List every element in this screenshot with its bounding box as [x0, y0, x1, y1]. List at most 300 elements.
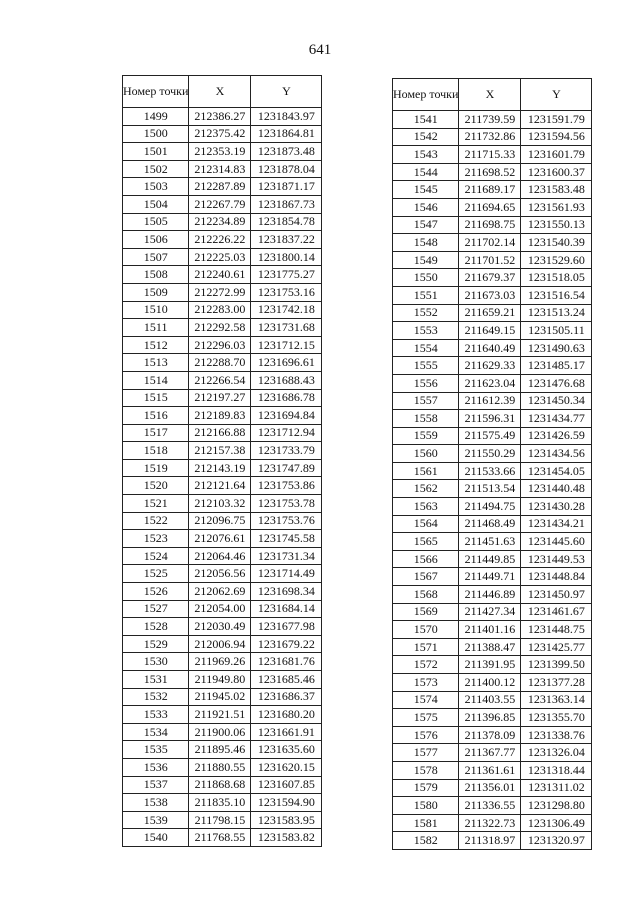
cell-x: 211880.55 — [189, 758, 251, 776]
cell-point-number: 1549 — [393, 251, 459, 269]
cell-point-number: 1500 — [123, 125, 189, 143]
table-row — [393, 832, 592, 850]
table-row — [123, 248, 322, 266]
table-row — [123, 178, 322, 196]
table-row — [123, 231, 322, 249]
table-row — [123, 811, 322, 829]
cell-x: 212054.00 — [189, 600, 251, 618]
cell-point-number: 1565 — [393, 533, 459, 551]
cell-x: 211401.16 — [459, 621, 521, 639]
cell-x: 212240.61 — [189, 266, 251, 284]
cell-x: 211388.47 — [459, 638, 521, 656]
cell-y: 1231318.44 — [521, 761, 592, 779]
cell-x: 211533.66 — [459, 462, 521, 480]
cell-x: 211835.10 — [189, 794, 251, 812]
cell-point-number: 1541 — [393, 111, 459, 129]
table-row — [123, 143, 322, 161]
cell-point-number: 1543 — [393, 146, 459, 164]
cell-y: 1231461.67 — [521, 603, 592, 621]
cell-y: 1231873.48 — [251, 143, 322, 161]
cell-x: 211659.21 — [459, 304, 521, 322]
cell-x: 211550.29 — [459, 445, 521, 463]
table-row — [123, 547, 322, 565]
cell-y: 1231518.05 — [521, 269, 592, 287]
table-header-row — [393, 79, 592, 111]
cell-point-number: 1510 — [123, 301, 189, 319]
cell-x: 212121.64 — [189, 477, 251, 495]
cell-y: 1231753.76 — [251, 512, 322, 530]
cell-point-number: 1572 — [393, 656, 459, 674]
cell-point-number: 1576 — [393, 726, 459, 744]
cell-y: 1231434.21 — [521, 515, 592, 533]
table-row — [123, 565, 322, 583]
table-row — [123, 336, 322, 354]
table-row — [123, 618, 322, 636]
table-row — [393, 462, 592, 480]
cell-point-number: 1571 — [393, 638, 459, 656]
cell-x: 211629.33 — [459, 357, 521, 375]
cell-point-number: 1536 — [123, 758, 189, 776]
cell-point-number: 1516 — [123, 407, 189, 425]
table-row — [123, 266, 322, 284]
cell-y: 1231298.80 — [521, 797, 592, 815]
cell-y: 1231448.75 — [521, 621, 592, 639]
cell-point-number: 1544 — [393, 163, 459, 181]
table-row — [123, 459, 322, 477]
cell-y: 1231686.37 — [251, 688, 322, 706]
cell-x: 211623.04 — [459, 374, 521, 392]
table-row — [123, 389, 322, 407]
cell-x: 211969.26 — [189, 653, 251, 671]
table-row — [393, 797, 592, 815]
cell-point-number: 1539 — [123, 811, 189, 829]
cell-x: 212386.27 — [189, 108, 251, 126]
table-row — [393, 515, 592, 533]
cell-point-number: 1580 — [393, 797, 459, 815]
cell-point-number: 1575 — [393, 709, 459, 727]
cell-point-number: 1533 — [123, 706, 189, 724]
cell-x: 211945.02 — [189, 688, 251, 706]
cell-y: 1231712.15 — [251, 336, 322, 354]
cell-x: 212143.19 — [189, 459, 251, 477]
table-row — [393, 533, 592, 551]
cell-y: 1231753.86 — [251, 477, 322, 495]
cell-y: 1231476.68 — [521, 374, 592, 392]
table-row — [393, 357, 592, 375]
table-row — [123, 583, 322, 601]
cell-y: 1231607.85 — [251, 776, 322, 794]
cell-y: 1231399.50 — [521, 656, 592, 674]
table-row — [393, 779, 592, 797]
cell-point-number: 1503 — [123, 178, 189, 196]
cell-point-number: 1562 — [393, 480, 459, 498]
cell-x: 211396.85 — [459, 709, 521, 727]
cell-x: 212189.83 — [189, 407, 251, 425]
cell-point-number: 1502 — [123, 160, 189, 178]
cell-x: 211391.95 — [459, 656, 521, 674]
cell-y: 1231680.20 — [251, 706, 322, 724]
cell-x: 211494.75 — [459, 498, 521, 516]
table-row — [123, 195, 322, 213]
cell-y: 1231583.95 — [251, 811, 322, 829]
cell-y: 1231686.78 — [251, 389, 322, 407]
table-row — [123, 512, 322, 530]
cell-x: 212296.03 — [189, 336, 251, 354]
cell-x: 212166.88 — [189, 424, 251, 442]
cell-point-number: 1534 — [123, 723, 189, 741]
cell-point-number: 1560 — [393, 445, 459, 463]
cell-x: 212288.70 — [189, 354, 251, 372]
cell-y: 1231747.89 — [251, 459, 322, 477]
cell-x: 211694.65 — [459, 198, 521, 216]
cell-y: 1231505.11 — [521, 322, 592, 340]
cell-y: 1231620.15 — [251, 758, 322, 776]
cell-y: 1231688.43 — [251, 371, 322, 389]
cell-x: 211701.52 — [459, 251, 521, 269]
cell-point-number: 1581 — [393, 814, 459, 832]
cell-x: 212157.38 — [189, 442, 251, 460]
cell-point-number: 1568 — [393, 586, 459, 604]
cell-x: 211715.33 — [459, 146, 521, 164]
cell-point-number: 1578 — [393, 761, 459, 779]
cell-point-number: 1573 — [393, 674, 459, 692]
table-row — [123, 495, 322, 513]
cell-y: 1231601.79 — [521, 146, 592, 164]
cell-point-number: 1540 — [123, 829, 189, 847]
cell-x: 212287.89 — [189, 178, 251, 196]
cell-y: 1231440.48 — [521, 480, 592, 498]
cell-point-number: 1501 — [123, 143, 189, 161]
table-row — [123, 301, 322, 319]
cell-x: 211868.68 — [189, 776, 251, 794]
cell-y: 1231591.79 — [521, 111, 592, 129]
cell-y: 1231426.59 — [521, 427, 592, 445]
cell-y: 1231698.34 — [251, 583, 322, 601]
cell-point-number: 1522 — [123, 512, 189, 530]
cell-point-number: 1545 — [393, 181, 459, 199]
cell-y: 1231583.48 — [521, 181, 592, 199]
cell-point-number: 1517 — [123, 424, 189, 442]
header-y: Y — [521, 79, 592, 111]
cell-y: 1231430.28 — [521, 498, 592, 516]
cell-y: 1231712.94 — [251, 424, 322, 442]
table-row — [393, 674, 592, 692]
cell-point-number: 1531 — [123, 671, 189, 689]
cell-x: 211921.51 — [189, 706, 251, 724]
cell-point-number: 1514 — [123, 371, 189, 389]
cell-y: 1231490.63 — [521, 339, 592, 357]
cell-x: 211356.01 — [459, 779, 521, 797]
cell-point-number: 1563 — [393, 498, 459, 516]
cell-y: 1231306.49 — [521, 814, 592, 832]
cell-y: 1231731.34 — [251, 547, 322, 565]
cell-y: 1231513.24 — [521, 304, 592, 322]
cell-point-number: 1546 — [393, 198, 459, 216]
header-x: X — [459, 79, 521, 111]
cell-point-number: 1582 — [393, 832, 459, 850]
table-row — [393, 550, 592, 568]
table-row — [123, 671, 322, 689]
cell-x: 211322.73 — [459, 814, 521, 832]
table-row — [393, 181, 592, 199]
cell-y: 1231450.97 — [521, 586, 592, 604]
cell-y: 1231753.16 — [251, 283, 322, 301]
cell-x: 211798.15 — [189, 811, 251, 829]
cell-y: 1231635.60 — [251, 741, 322, 759]
cell-point-number: 1556 — [393, 374, 459, 392]
cell-y: 1231843.97 — [251, 108, 322, 126]
cell-y: 1231338.76 — [521, 726, 592, 744]
cell-y: 1231377.28 — [521, 674, 592, 692]
cell-point-number: 1513 — [123, 354, 189, 372]
cell-x: 211702.14 — [459, 234, 521, 252]
cell-y: 1231878.04 — [251, 160, 322, 178]
table-row — [393, 568, 592, 586]
table-row — [393, 163, 592, 181]
cell-x: 212006.94 — [189, 635, 251, 653]
cell-point-number: 1530 — [123, 653, 189, 671]
cell-x: 212226.22 — [189, 231, 251, 249]
cell-y: 1231775.27 — [251, 266, 322, 284]
cell-point-number: 1524 — [123, 547, 189, 565]
header-x: X — [189, 76, 251, 108]
table-row — [123, 758, 322, 776]
coordinates-table-left — [122, 75, 322, 847]
cell-y: 1231714.49 — [251, 565, 322, 583]
header-point-number: Номер точки — [123, 76, 189, 108]
cell-point-number: 1518 — [123, 442, 189, 460]
cell-point-number: 1504 — [123, 195, 189, 213]
cell-x: 211427.34 — [459, 603, 521, 621]
cell-point-number: 1567 — [393, 568, 459, 586]
cell-point-number: 1520 — [123, 477, 189, 495]
table-row — [393, 234, 592, 252]
cell-x: 212314.83 — [189, 160, 251, 178]
cell-x: 212267.79 — [189, 195, 251, 213]
table-row — [393, 761, 592, 779]
cell-x: 211318.97 — [459, 832, 521, 850]
cell-point-number: 1532 — [123, 688, 189, 706]
cell-point-number: 1521 — [123, 495, 189, 513]
table-row — [123, 706, 322, 724]
cell-point-number: 1550 — [393, 269, 459, 287]
cell-y: 1231550.13 — [521, 216, 592, 234]
cell-point-number: 1557 — [393, 392, 459, 410]
cell-point-number: 1577 — [393, 744, 459, 762]
table-row — [393, 339, 592, 357]
cell-point-number: 1506 — [123, 231, 189, 249]
cell-x: 211449.85 — [459, 550, 521, 568]
cell-x: 211336.55 — [459, 797, 521, 815]
cell-x: 212292.58 — [189, 319, 251, 337]
cell-y: 1231540.39 — [521, 234, 592, 252]
table-row — [123, 213, 322, 231]
cell-x: 212266.54 — [189, 371, 251, 389]
table-row — [123, 530, 322, 548]
cell-point-number: 1574 — [393, 691, 459, 709]
cell-x: 211673.03 — [459, 286, 521, 304]
cell-x: 212272.99 — [189, 283, 251, 301]
table-row — [393, 216, 592, 234]
cell-x: 212353.19 — [189, 143, 251, 161]
table-row — [393, 111, 592, 129]
table-row — [393, 691, 592, 709]
table-row — [123, 829, 322, 847]
cell-y: 1231434.77 — [521, 410, 592, 428]
cell-point-number: 1579 — [393, 779, 459, 797]
cell-point-number: 1519 — [123, 459, 189, 477]
cell-x: 211378.09 — [459, 726, 521, 744]
cell-y: 1231800.14 — [251, 248, 322, 266]
cell-x: 211361.61 — [459, 761, 521, 779]
cell-x: 211679.37 — [459, 269, 521, 287]
cell-point-number: 1551 — [393, 286, 459, 304]
cell-y: 1231311.02 — [521, 779, 592, 797]
cell-x: 212064.46 — [189, 547, 251, 565]
cell-x: 212103.32 — [189, 495, 251, 513]
table-row — [123, 160, 322, 178]
cell-x: 211768.55 — [189, 829, 251, 847]
cell-point-number: 1542 — [393, 128, 459, 146]
cell-point-number: 1528 — [123, 618, 189, 636]
cell-y: 1231454.05 — [521, 462, 592, 480]
table-row — [393, 392, 592, 410]
table-row — [393, 586, 592, 604]
cell-point-number: 1559 — [393, 427, 459, 445]
cell-y: 1231529.60 — [521, 251, 592, 269]
table-row — [393, 374, 592, 392]
table-row — [123, 477, 322, 495]
cell-y: 1231753.78 — [251, 495, 322, 513]
cell-x: 211732.86 — [459, 128, 521, 146]
cell-y: 1231837.22 — [251, 231, 322, 249]
cell-point-number: 1529 — [123, 635, 189, 653]
cell-y: 1231355.70 — [521, 709, 592, 727]
cell-x: 211451.63 — [459, 533, 521, 551]
cell-point-number: 1507 — [123, 248, 189, 266]
cell-y: 1231854.78 — [251, 213, 322, 231]
cell-point-number: 1535 — [123, 741, 189, 759]
table-row — [393, 726, 592, 744]
cell-y: 1231363.14 — [521, 691, 592, 709]
cell-x: 211446.89 — [459, 586, 521, 604]
cell-y: 1231867.73 — [251, 195, 322, 213]
cell-x: 211949.80 — [189, 671, 251, 689]
table-row — [393, 656, 592, 674]
table-row — [123, 407, 322, 425]
cell-x: 212096.75 — [189, 512, 251, 530]
cell-x: 211449.71 — [459, 568, 521, 586]
cell-x: 212225.03 — [189, 248, 251, 266]
cell-point-number: 1527 — [123, 600, 189, 618]
table-row — [393, 427, 592, 445]
table-row — [393, 814, 592, 832]
cell-x: 212030.49 — [189, 618, 251, 636]
cell-y: 1231425.77 — [521, 638, 592, 656]
cell-y: 1231871.17 — [251, 178, 322, 196]
cell-point-number: 1552 — [393, 304, 459, 322]
cell-y: 1231661.91 — [251, 723, 322, 741]
cell-point-number: 1525 — [123, 565, 189, 583]
cell-y: 1231694.84 — [251, 407, 322, 425]
cell-y: 1231733.79 — [251, 442, 322, 460]
cell-point-number: 1566 — [393, 550, 459, 568]
table-row — [123, 776, 322, 794]
table-row — [393, 410, 592, 428]
table-row — [123, 688, 322, 706]
cell-x: 211367.77 — [459, 744, 521, 762]
cell-point-number: 1511 — [123, 319, 189, 337]
cell-x: 212062.69 — [189, 583, 251, 601]
cell-x: 212056.56 — [189, 565, 251, 583]
cell-point-number: 1564 — [393, 515, 459, 533]
cell-x: 211698.52 — [459, 163, 521, 181]
cell-y: 1231583.82 — [251, 829, 322, 847]
cell-x: 211900.06 — [189, 723, 251, 741]
table-row — [393, 498, 592, 516]
table-row — [393, 480, 592, 498]
cell-point-number: 1509 — [123, 283, 189, 301]
cell-point-number: 1505 — [123, 213, 189, 231]
cell-y: 1231742.18 — [251, 301, 322, 319]
table-row — [393, 286, 592, 304]
cell-y: 1231320.97 — [521, 832, 592, 850]
cell-y: 1231326.04 — [521, 744, 592, 762]
table-header-row — [123, 76, 322, 108]
table-row — [123, 283, 322, 301]
cell-x: 211596.31 — [459, 410, 521, 428]
cell-x: 211513.54 — [459, 480, 521, 498]
table-row — [123, 635, 322, 653]
table-row — [393, 603, 592, 621]
table-row — [123, 723, 322, 741]
cell-point-number: 1548 — [393, 234, 459, 252]
table-row — [123, 442, 322, 460]
page-number: 641 — [308, 42, 332, 58]
cell-point-number: 1561 — [393, 462, 459, 480]
table-row — [393, 322, 592, 340]
cell-point-number: 1523 — [123, 530, 189, 548]
table-row — [123, 794, 322, 812]
cell-point-number: 1537 — [123, 776, 189, 794]
cell-x: 212283.00 — [189, 301, 251, 319]
cell-y: 1231449.53 — [521, 550, 592, 568]
cell-point-number: 1515 — [123, 389, 189, 407]
cell-point-number: 1570 — [393, 621, 459, 639]
cell-x: 211403.55 — [459, 691, 521, 709]
table-row — [123, 319, 322, 337]
cell-x: 211468.49 — [459, 515, 521, 533]
table-row — [123, 354, 322, 372]
cell-x: 212234.89 — [189, 213, 251, 231]
cell-x: 211689.17 — [459, 181, 521, 199]
table-row — [393, 445, 592, 463]
cell-point-number: 1547 — [393, 216, 459, 234]
cell-y: 1231594.90 — [251, 794, 322, 812]
table-row — [123, 600, 322, 618]
table-row — [393, 709, 592, 727]
table-row — [393, 251, 592, 269]
table-row — [123, 424, 322, 442]
table-row — [393, 128, 592, 146]
coordinates-table-right — [392, 78, 592, 850]
cell-y: 1231731.68 — [251, 319, 322, 337]
cell-x: 211895.46 — [189, 741, 251, 759]
cell-y: 1231864.81 — [251, 125, 322, 143]
cell-x: 211575.49 — [459, 427, 521, 445]
cell-point-number: 1554 — [393, 339, 459, 357]
table-row — [123, 741, 322, 759]
